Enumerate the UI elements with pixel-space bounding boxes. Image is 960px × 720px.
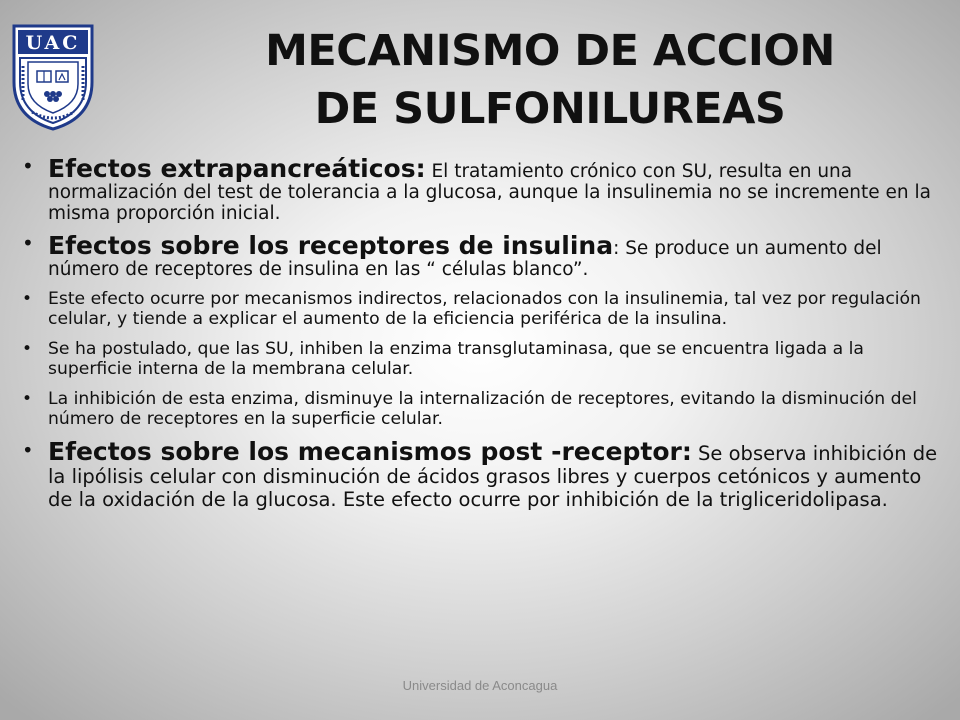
crest-icon (10, 22, 96, 132)
bullet-text: Este efecto ocurre por mecanismos indirectos, relacionados con la insulinemia, tal vez por regulación celular, y tiende a explicar el aumento de la eficiencia periférica de la insulina. (48, 289, 921, 329)
bullet-heading: Efectos sobre los mecanismos post -receptor: (48, 437, 692, 466)
logo-text: UAC (25, 32, 81, 54)
bullet-text: Se observa inhibición de la lipólisis celular con disminución de ácidos grasos libres y cuerpos cetónicos y aumento de la oxidación de la glucosa. Este efecto ocurre por inhibición de la trigliceridolipasa. (48, 442, 938, 511)
bullet-heading: Efectos extrapancreáticos: (48, 154, 426, 183)
bullet-text: La inhibición de esta enzima, disminuye la internalización de receptores, evitando la disminución del número de receptores en la superficie celular. (48, 389, 917, 429)
bullet-text: : Se produce un aumento del número de receptores de insulina en las “ células blanco”. (48, 238, 882, 280)
bullet-indirect-mechanisms (20, 289, 945, 329)
slide-content (20, 156, 945, 511)
bullet-text: El tratamiento crónico con SU, resulta en una normalización del test de tolerancia a la glucosa, aunque la insulinemia no se incremente en la misma proporción inicial. (48, 161, 931, 224)
bullet-extrapancreatic (20, 156, 945, 224)
bullet-heading: Efectos sobre los receptores de insulina (48, 231, 614, 260)
bullet-insulin-receptors (20, 233, 945, 280)
bullet-transglutaminase (20, 339, 945, 379)
bullet-list (20, 156, 945, 511)
bullet-text: Se ha postulado, que las SU, inhiben la enzima transglutaminasa, que se encuentra ligada a la superficie interna de la membrana celular. (48, 339, 864, 379)
bullet-post-receptor (20, 439, 945, 511)
footer-text: Universidad de Aconcagua (402, 678, 558, 693)
title-line-2: DE SULFONILUREAS (314, 84, 786, 134)
bullet-enzyme-inhibition (20, 389, 945, 429)
title-line-1: MECANISMO DE ACCION (265, 26, 835, 76)
slide-title (140, 22, 960, 138)
university-logo (10, 22, 96, 132)
